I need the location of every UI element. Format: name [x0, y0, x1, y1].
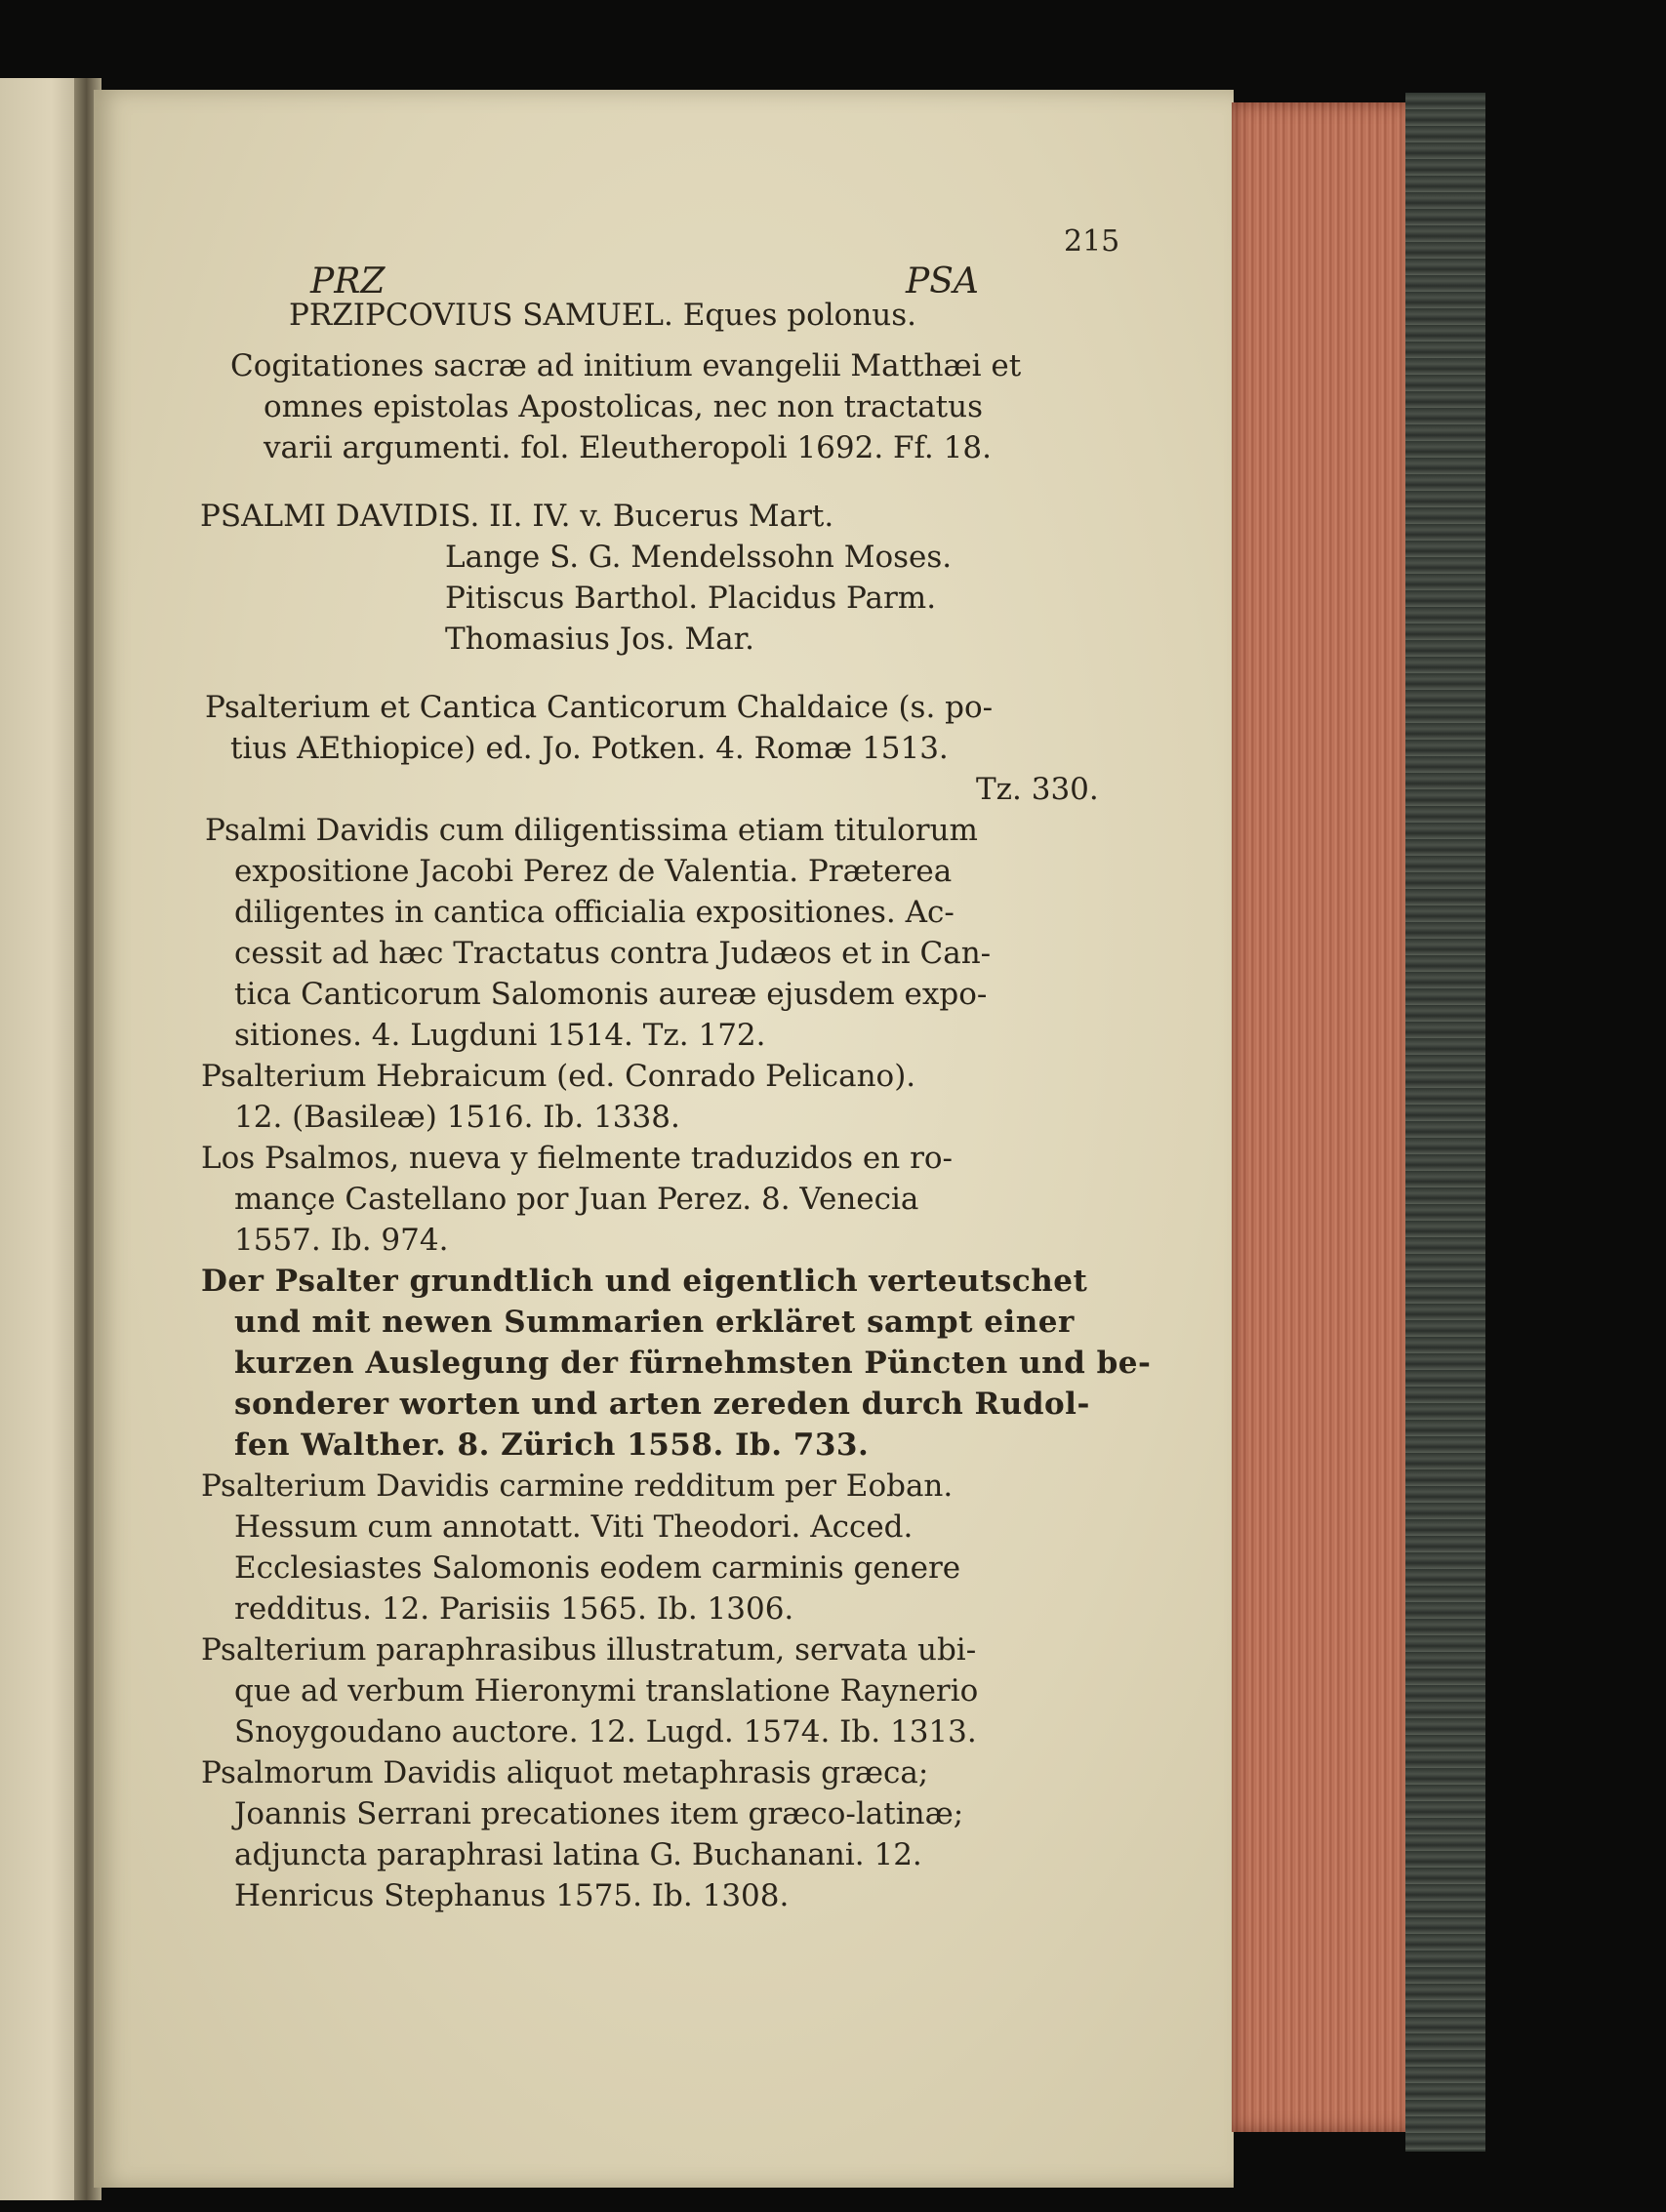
text-line: 1557. Ib. 974. — [234, 1223, 449, 1258]
text-line: Psalmorum Davidis aliquot metaphrasis græca; — [201, 1755, 929, 1790]
text-line: tius AEthiopice) ed. Jo. Potken. 4. Romæ 1513. — [230, 731, 949, 766]
text-line: sonderer worten und arten zereden durch Rudol- — [234, 1387, 1090, 1422]
text-line: diligentes in cantica officialia expositiones. Ac- — [234, 895, 955, 930]
previous-page-edge — [0, 78, 86, 2200]
text-line: Joannis Serrani precationes item græco-latinæ; — [234, 1796, 964, 1831]
text-line: Ecclesiastes Salomonis eodem carminis genere — [234, 1550, 961, 1586]
text-line: expositione Jacobi Perez de Valentia. Præterea — [234, 854, 953, 889]
text-line: Los Psalmos, nueva y fielmente traduzidos en ro- — [201, 1141, 954, 1176]
text-line: sitiones. 4. Lugduni 1514. Tz. 172. — [234, 1018, 766, 1053]
running-head-right: PSA — [906, 261, 979, 302]
text-line: cessit ad hæc Tractatus contra Judæos et in Can- — [234, 936, 992, 971]
text-line: PRZIPCOVIUS SAMUEL. Eques polonus. — [289, 298, 917, 333]
running-head-left: PRZ — [310, 261, 386, 302]
text-line: Psalterium paraphrasibus illustratum, servata ubi- — [201, 1632, 977, 1668]
text-line: und mit newen Summarien erkläret sampt einer — [234, 1305, 1075, 1340]
text-line: redditus. 12. Parisiis 1565. Ib. 1306. — [234, 1591, 794, 1627]
text-line: Der Psalter grundtlich und eigentlich verteutschet — [201, 1264, 1088, 1299]
text-line: tica Canticorum Salomonis aureæ ejusdem expo- — [234, 977, 988, 1012]
text-line: 12. (Basileæ) 1516. Ib. 1338. — [234, 1100, 680, 1135]
text-line: PSALMI DAVIDIS. II. IV. v. Bucerus Mart. — [200, 499, 834, 534]
text-line: que ad verbum Hieronymi translatione Raynerio — [234, 1673, 979, 1709]
text-line: Pitiscus Barthol. Placidus Parm. — [445, 581, 937, 616]
text-line: Hessum cum annotatt. Viti Theodori. Acced. — [234, 1509, 914, 1545]
text-line: varii argumenti. fol. Eleutheropoli 1692. Ff. 18. — [264, 430, 992, 465]
text-line: omnes epistolas Apostolicas, nec non tractatus — [264, 389, 984, 424]
text-line: kurzen Auslegung der fürnehmsten Püncten und be- — [234, 1346, 1152, 1381]
text-line: Psalmi Davidis cum diligentissima etiam titulorum — [205, 813, 978, 848]
text-line: Psalterium et Cantica Canticorum Chaldaice (s. po- — [205, 690, 994, 725]
text-line: Psalterium Hebraicum (ed. Conrado Pelicano). — [201, 1059, 916, 1094]
text-line: Psalterium Davidis carmine redditum per Eoban. — [201, 1468, 954, 1504]
text-line: adjuncta paraphrasi latina G. Buchanani. 12. — [234, 1837, 922, 1872]
text-line: Henricus Stephanus 1575. Ib. 1308. — [234, 1878, 790, 1913]
page-number: 215 — [1064, 224, 1120, 259]
text-line: fen Walther. 8. Zürich 1558. Ib. 733. — [234, 1428, 870, 1463]
book-cover-edge — [1405, 93, 1485, 2152]
text-line: Snoygoudano auctore. 12. Lugd. 1574. Ib. 1313. — [234, 1714, 977, 1749]
text-line: mançe Castellano por Juan Perez. 8. Venecia — [234, 1182, 919, 1217]
text-line: Lange S. G. Mendelssohn Moses. — [445, 540, 953, 575]
text-line: Tz. 330. — [976, 772, 1099, 807]
text-line: Thomasius Jos. Mar. — [445, 622, 754, 657]
text-line: Cogitationes sacræ ad initium evangelii Matthæi et — [230, 348, 1022, 383]
red-page-edges — [1232, 102, 1417, 2132]
